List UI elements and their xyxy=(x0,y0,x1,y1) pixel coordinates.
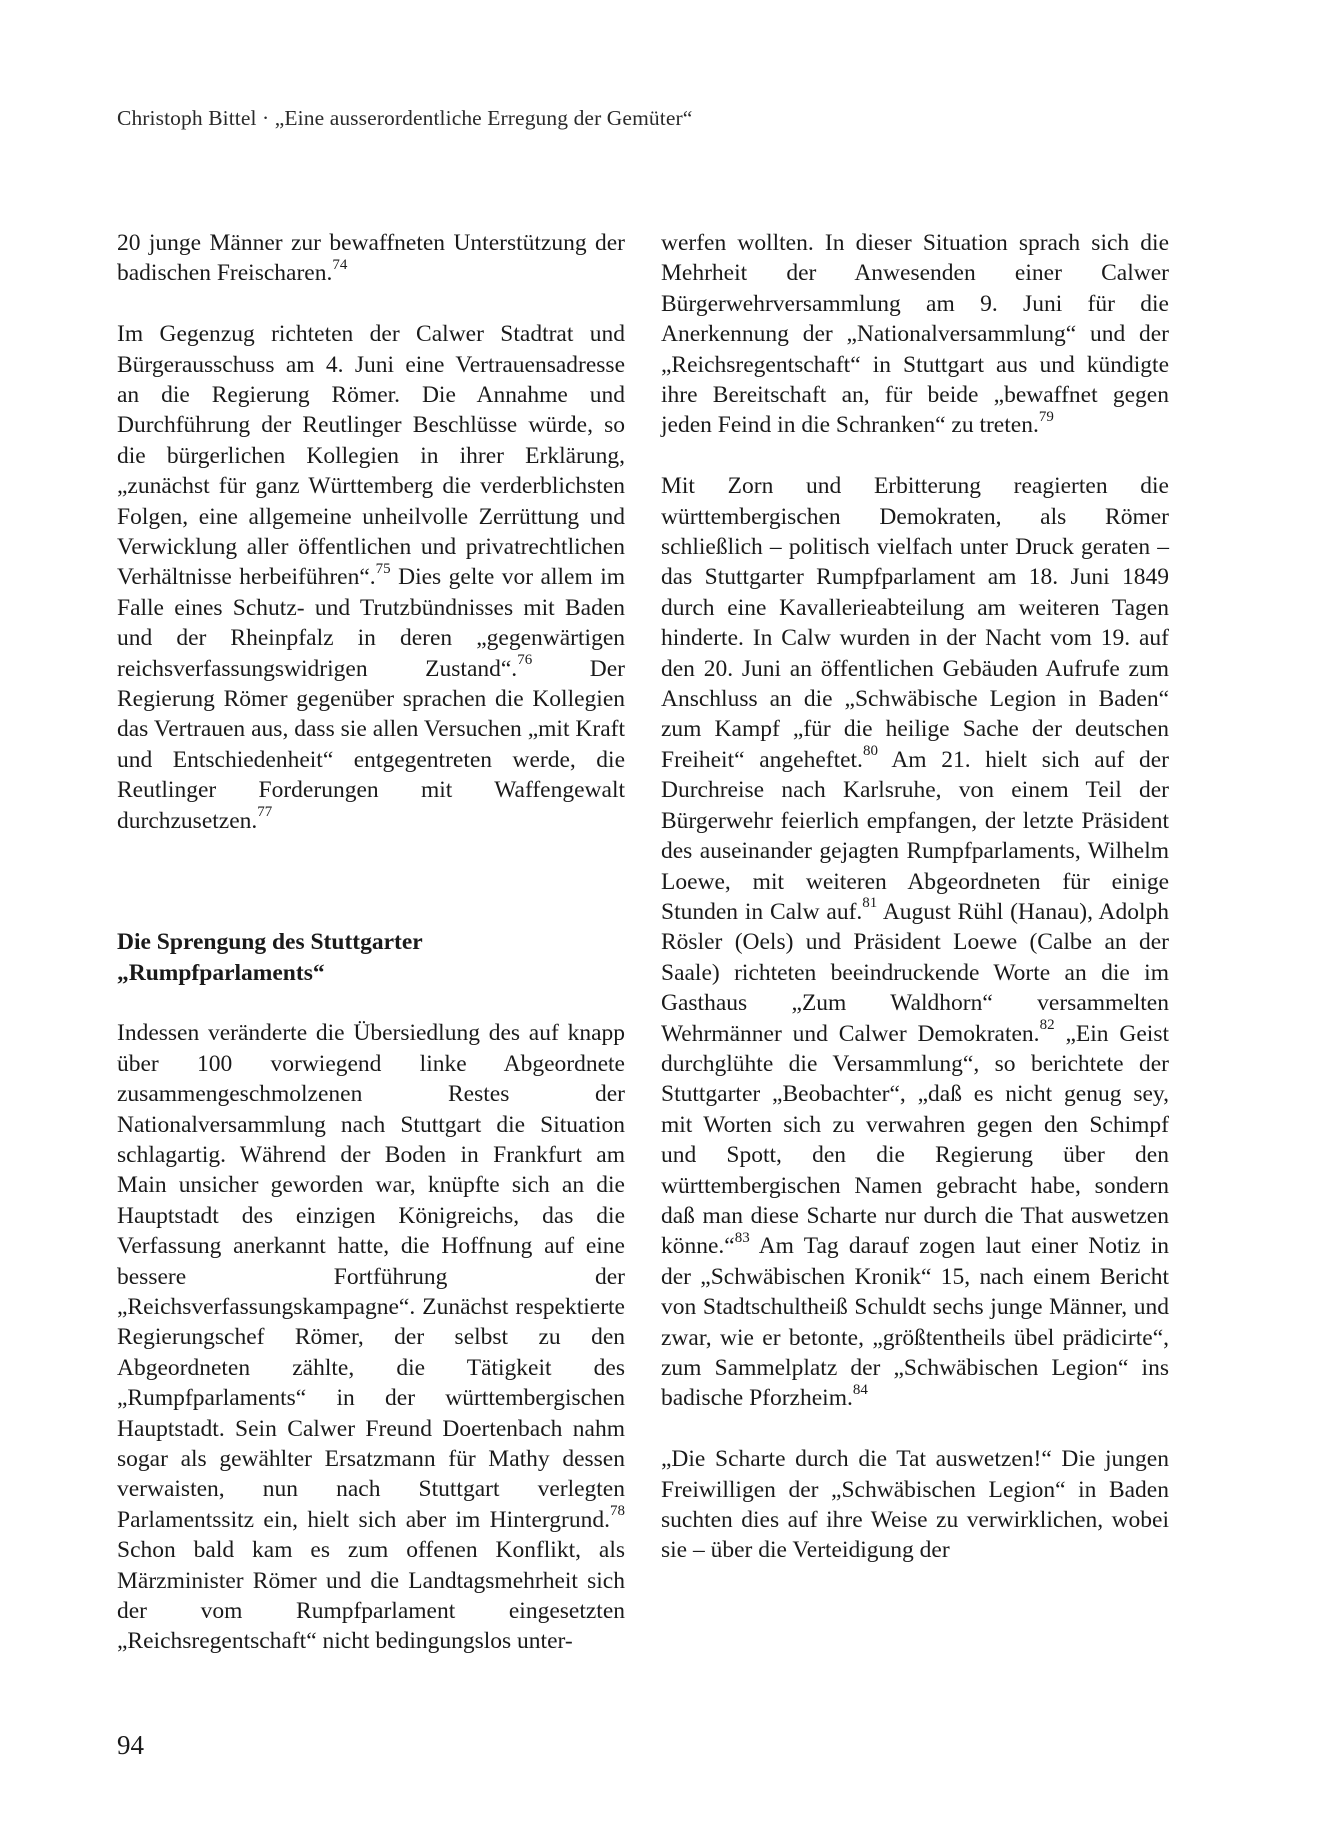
section-heading: Die Sprengung des Stuttgarter „Rumpfparlaments“ xyxy=(117,929,423,986)
paragraph: werfen wollten. In dieser Situation sprach sich die Mehrheit der Anwesenden einer Calwer Bürgerwehrversammlung am 9. Juni für die Anerkennung der „Nationalversammlung“ und der „Reichsregentschaft“ in Stuttgart aus und kündigte ihre Bereitschaft an, für beide „bewaffnet gegen jeden Feind in die Schranken“ zu treten.$^{79}$ xyxy=(661,230,1169,439)
footnote-ref[interactable]: 81 xyxy=(862,895,878,912)
footnote-ref[interactable]: 76 xyxy=(517,651,533,668)
footnote-ref[interactable]: 84 xyxy=(852,1381,868,1398)
footnote-ref[interactable]: 78 xyxy=(610,1502,625,1519)
paragraph: Im Gegenzug richteten der Calwer Stadtrat und Bürgerausschuss am 4. Juni eine Vertrauensadresse an die Regierung Römer. Die Annahme und Durchführung der Reutlinger Beschlüsse würde, so die bürgerlichen Kollegien in ihrer Erklärung, „zunächst für ganz Württemberg die verderblichsten Folgen, eine allgemeine unheilvolle Zerrüttung und Verwicklung aller öffentlichen und privatrechtlichen Verhältnisse herbeiführen“.$^{75}$ Dies gelte vor allem im Falle eines Schutz- und Trutzbündnisses mit Baden und der Rheinpfalz in deren „gegenwärtigen reichsverfassungswidrigen Zustand“.$^{76}$ Der Regierung Römer gegenüber sprachen die Kollegien das Vertrauen aus, dass sie allen Versuchen „mit Kraft und Entschiedenheit“ entgegentreten werde, die Reutlinger Forderungen mit Waffengewalt durchzusetzen.$^{77}$ xyxy=(117,321,626,834)
page-number: 94 xyxy=(117,1730,144,1760)
paragraph: „Die Scharte durch die Tat auswetzen!“ Die jungen Freiwilligen der „Schwäbischen Legion“ in Baden suchten dies auf ihre Weise zu verwirklichen, wobei sie – über die Verteidigung der xyxy=(661,1446,1169,1564)
running-head: Christoph Bittel · „Eine ausserordentliche Erregung der Gemüter“ xyxy=(117,106,693,130)
footnote-ref[interactable]: 74 xyxy=(332,256,348,273)
paragraph: Mit Zorn und Erbitterung reagierten die württembergischen Demokraten, als Römer schließlich – politisch vielfach unter Druck geraten – das Stuttgarter Rumpfparlament am 18. Juni 1849 durch eine Kavallerieabteilung am weiteren Tagen hinderte. In Calw wurden in der Nacht vom 19. auf den 20. Juni an öffentlichen Gebäuden Aufrufe zum Anschluss an die „Schwäbische Legion in Baden“ zum Kampf „für die heilige Sache der deutschen Freiheit“ angeheftet.$^{80}$ Am 21. hielt sich auf der Durchreise nach Karlsruhe, von einem Teil der Bürgerwehr feierlich empfangen, der letzte Präsident des auseinander gejagten Rumpfparlaments, Wilhelm Loewe, mit weiteren Abgeordneten für einige Stunden in Calw auf.$^{81}$ August Rühl (Hanau), Adolph Rösler (Oels) und Präsident Loewe (Calbe an der Saale) richteten beeindruckende Worte an die im Gasthaus „Zum Waldhorn“ versammelten Wehrmänner und Calwer Demokraten.$^{82}$ „Ein Geist durchglühte die Versammlung“, so berichtete der Stuttgarter „Beobachter“, „daß es nicht genug sey, mit Worten sich zu verwahren gegen den Schimpf und Spott, den die Regierung über den württembergischen Namen gebracht habe, sondern daß man diese Scharte nur durch die That auswetzen könne.“$^{83}$ Am Tag darauf zogen laut einer Notiz in der „Schwäbischen Kronik“ 15, nach einem Bericht von Stadtschultheiß Schuldt sechs junge Männer, und zwar, wie er betonte, „größtentheils übel prädicirte“, zum Sammelplatz der „Schwäbischen Legion“ ins badische Pforzheim.$^{84}$ xyxy=(661,473,1170,1412)
paragraph: 20 junge Männer zur bewaffneten Unterstützung der badischen Freischaren.$^{74}$ xyxy=(117,230,625,287)
footnote-ref[interactable]: 83 xyxy=(734,1229,750,1246)
footnote-ref[interactable]: 82 xyxy=(1039,1016,1055,1033)
footnote-ref[interactable]: 79 xyxy=(1038,408,1054,425)
paragraph: Indessen veränderte die Übersiedlung des auf knapp über 100 vorwiegend linke Abgeordnete zusammengeschmolzenen Restes der Nationalversammlung nach Stuttgart die Situation schlagartig. Während der Boden in Frankfurt am Main unsicher geworden war, knüpfte sich an die Hauptstadt des einzigen Königreichs, das die Verfassung anerkannt hatte, die Hoffnung auf eine bessere Fortführung der „Reichsverfassungskampagne“. Zunächst respektierte Regierungschef Römer, der selbst zu den Abgeordneten zählte, die Tätigkeit des „Rumpfparlaments“ in der württembergischen Hauptstadt. Sein Calwer Freund Doertenbach nahm sogar als gewählter Ersatzmann für Mathy dessen verwaisten, nun nach Stuttgart verlegten Parlamentssitz ein, hielt sich aber im Hintergrund.$^{78}$ Schon bald kam es zum offenen Konflikt, als Märzminister Römer und die Landtagsmehrheit sich der vom Rumpfparlament eingesetzten „Reichsregentschaft“ nicht bedingungslos unter- xyxy=(117,1020,625,1655)
footnote-ref[interactable]: 77 xyxy=(257,803,273,820)
footnote-ref[interactable]: 75 xyxy=(375,560,391,577)
footnote-ref[interactable]: 80 xyxy=(862,743,878,760)
right-column xyxy=(661,228,1169,1566)
left-column xyxy=(117,228,625,1657)
